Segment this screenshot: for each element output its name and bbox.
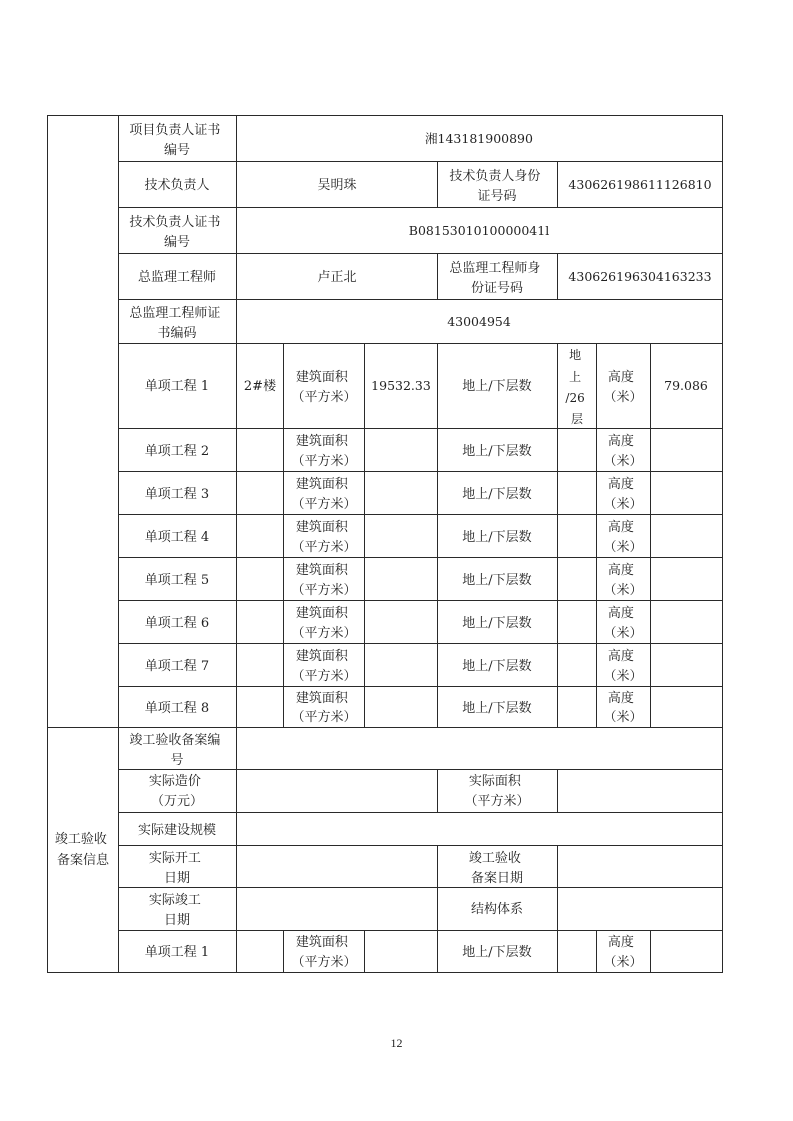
record-no-label: 竣工验收备案编 号: [129, 733, 221, 768]
tech-lead-id-value: 430626198611126810: [568, 177, 712, 192]
area-label: 建筑面积 （平方米）: [291, 520, 357, 555]
area-label: 建筑面积 （平方米）: [291, 477, 357, 512]
single-project-row-2: [145, 433, 643, 469]
height-label: 高度 （米）: [603, 434, 643, 469]
tech-lead-value: 吴明珠: [317, 178, 357, 193]
area-label: 建筑面积 （平方米）: [291, 370, 357, 405]
single-project-name: 单项工程 1: [144, 379, 210, 394]
area-label: 建筑面积 （平方米）: [291, 935, 357, 970]
completion-single-project-row: [145, 934, 643, 970]
single-project-name: 单项工程 3: [144, 487, 210, 502]
area-label: 建筑面积 （平方米）: [291, 563, 357, 598]
floors-label: 地上/下层数: [462, 573, 532, 588]
single-project-name: 单项工程 4: [144, 530, 210, 545]
single-project-name: 单项工程 1: [144, 945, 210, 960]
height-label: 高度 （米）: [603, 477, 643, 512]
tech-lead-id-label: 技术负责人身份 证号码: [449, 169, 541, 204]
tech-lead-cert-value: B0815301010000041l: [408, 223, 550, 238]
height-label: 高度 （米）: [603, 370, 643, 405]
actual-scale-label: 实际建设规模: [137, 823, 217, 838]
tech-lead-cert-label: 技术负责人证书 编号: [129, 215, 221, 250]
floors-label: 地上/下层数: [462, 444, 532, 459]
chief-supervisor-cert-label: 总监理工程师证 书编码: [129, 306, 221, 341]
tech-lead-label: 技术负责人: [144, 178, 210, 193]
single-project-height: 79.086: [664, 378, 708, 393]
single-project-row-4: [145, 519, 643, 555]
single-project-row-5: [145, 562, 643, 598]
chief-supervisor-id-label: 总监理工程师身 份证号码: [449, 261, 541, 296]
structure-label: 结构体系: [470, 902, 524, 917]
single-project-floors: 地 上 /26 层: [565, 348, 585, 426]
start-date-label: 实际开工 日期: [148, 851, 201, 886]
single-project-row-7: [145, 648, 643, 684]
single-project-area: 19532.33: [371, 378, 431, 393]
single-project-name: 单项工程 5: [144, 573, 210, 588]
single-project-building: 2#楼: [243, 379, 277, 394]
chief-supervisor-id-value: 430626196304163233: [568, 269, 712, 284]
record-date-label: 竣工验收 备案日期: [468, 851, 524, 886]
single-project-name: 单项工程 8: [144, 701, 210, 716]
single-project-row-6: [145, 605, 643, 641]
area-label: 建筑面积 （平方米）: [291, 691, 357, 725]
height-label: 高度 （米）: [603, 935, 643, 970]
height-label: 高度 （米）: [603, 606, 643, 641]
completion-section-label: 竣工验收 备案信息: [54, 832, 110, 868]
height-label: 高度 （米）: [603, 563, 643, 598]
floors-label: 地上/下层数: [462, 379, 532, 394]
height-label: 高度 （米）: [603, 520, 643, 555]
floors-label: 地上/下层数: [462, 530, 532, 545]
chief-supervisor-value: 卢正北: [317, 270, 357, 285]
floors-label: 地上/下层数: [462, 487, 532, 502]
single-project-name: 单项工程 2: [144, 444, 210, 459]
floors-label: 地上/下层数: [462, 701, 532, 716]
height-label: 高度 （米）: [603, 649, 643, 684]
floors-label: 地上/下层数: [462, 616, 532, 631]
actual-area-label: 实际面积 （平方米）: [464, 774, 530, 809]
finish-date-label: 实际竣工 日期: [148, 893, 201, 928]
project-manager-cert-value: 湘143181900890: [425, 131, 533, 146]
actual-cost-label: 实际造价 （万元）: [148, 774, 204, 809]
floors-label: 地上/下层数: [462, 945, 532, 960]
floors-label: 地上/下层数: [462, 659, 532, 674]
area-label: 建筑面积 （平方米）: [291, 649, 357, 684]
area-label: 建筑面积 （平方米）: [291, 434, 357, 469]
project-manager-cert-label: 项目负责人证书 编号: [129, 123, 221, 158]
area-label: 建筑面积 （平方米）: [291, 606, 357, 641]
page-number: 12: [390, 1036, 403, 1050]
single-project-row-1: [145, 347, 708, 426]
single-project-row-8: [145, 690, 643, 725]
single-project-row-3: [145, 476, 643, 512]
chief-supervisor-label: 总监理工程师: [137, 270, 217, 285]
height-label: 高度 （米）: [603, 691, 643, 725]
single-project-name: 单项工程 6: [144, 616, 210, 631]
single-project-name: 单项工程 7: [144, 659, 210, 674]
chief-supervisor-cert-value: 43004954: [447, 314, 511, 329]
